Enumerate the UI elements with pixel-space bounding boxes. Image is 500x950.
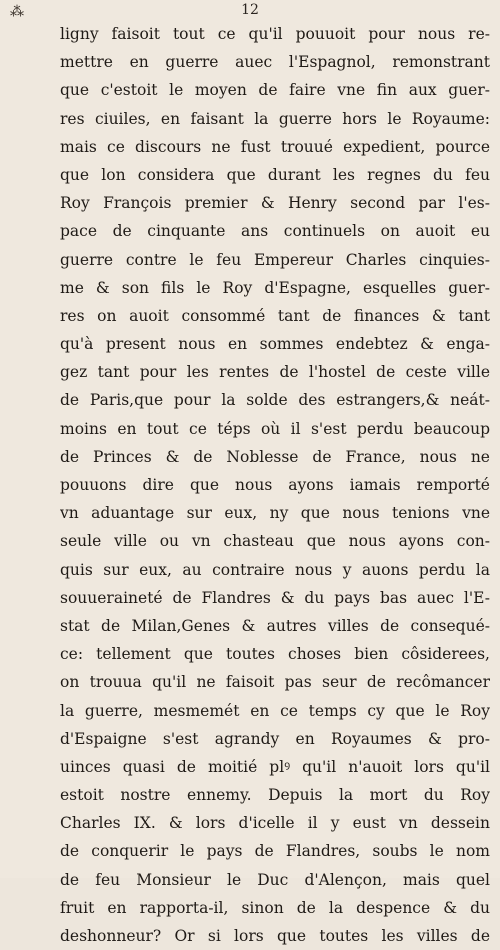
text-line: moins en tout ce téps où il s'est perdu beaucoup (60, 419, 490, 438)
text-line: quis sur eux, au contraire nous y auons perdu la (60, 560, 490, 579)
text-line: res on auoit consommé tant de finances & tant (60, 306, 490, 325)
text-line: souueraineté de Flandres & du pays bas auec l'E- (60, 588, 490, 607)
ornament-mark: ⁂ (10, 4, 25, 20)
text-line: ligny faisoit tout ce qu'il pouuoit pour nous re- (60, 25, 490, 43)
text-line: vn aduantage sur eux, ny que nous tenions vne (60, 504, 490, 523)
text-line: qu'à present nous en sommes endebtez & enga- (60, 335, 490, 354)
text-line: stat de Milan,Genes & autres villes de consequé- (60, 616, 490, 635)
text-line: fruit en rapporta-il, sinon de la despence & du (60, 898, 490, 917)
text-line: res ciuiles, en faisant la guerre hors le Royaume: (60, 109, 490, 128)
text-line: Roy François premier & Henry second par l'es- (60, 194, 490, 213)
text-line: gez tant pour les rentes de l'hostel de ceste ville (60, 363, 490, 382)
text-line: ce: tellement que toutes choses bien côsiderees, (60, 645, 490, 664)
text-line: de conquerir le pays de Flandres, soubs le nom (60, 842, 490, 861)
text-line: seule ville ou vn chasteau que nous ayons con- (60, 532, 490, 551)
text-line: guerre contre le feu Empereur Charles cinquies- (60, 250, 490, 269)
text-line: pace de cinquante ans continuels on auoit eu (60, 222, 490, 241)
text-line: de feu Monsieur le Duc d'Alençon, mais quel (60, 870, 490, 889)
text-line: pouuons dire que nous ayons iamais remporté (60, 476, 490, 494)
text-line: deshonneur? Or si lors que toutes les villes de (60, 927, 490, 945)
text-line: mais ce discours ne fust trouué expedient, pource (60, 137, 490, 156)
text-line: d'Espaigne s'est agrandy en Royaumes & pro- (60, 729, 490, 748)
text-line: estoit nostre ennemy. Depuis la mort du Roy (60, 786, 490, 805)
text-line: que lon considera que durant les regnes du feu (60, 165, 490, 184)
text-line: mettre en guerre auec l'Espagnol, remonstrant (60, 53, 490, 72)
text-line: de Princes & de Noblesse de France, nous ne (60, 447, 490, 466)
text-line: me & son fils le Roy d'Espagne, esquelles guer- (60, 278, 490, 297)
text-line: uinces quasi de moitié plꝰ qu'il n'auoit lors qu'il (60, 757, 490, 776)
text-line: Charles IX. & lors d'icelle il y eust vn dessein (60, 814, 490, 833)
page-number: 12 (241, 2, 259, 18)
text-line: de Paris,que pour la solde des estrangers,& neát- (60, 391, 490, 410)
text-line: que c'estoit le moyen de faire vne fin aux guer- (60, 81, 490, 100)
text-body (60, 20, 490, 950)
text-line: la guerre, mesmemét en ce temps cy que le Roy (60, 701, 490, 720)
text-line: on trouua qu'il ne faisoit pas seur de recômancer (60, 673, 490, 692)
